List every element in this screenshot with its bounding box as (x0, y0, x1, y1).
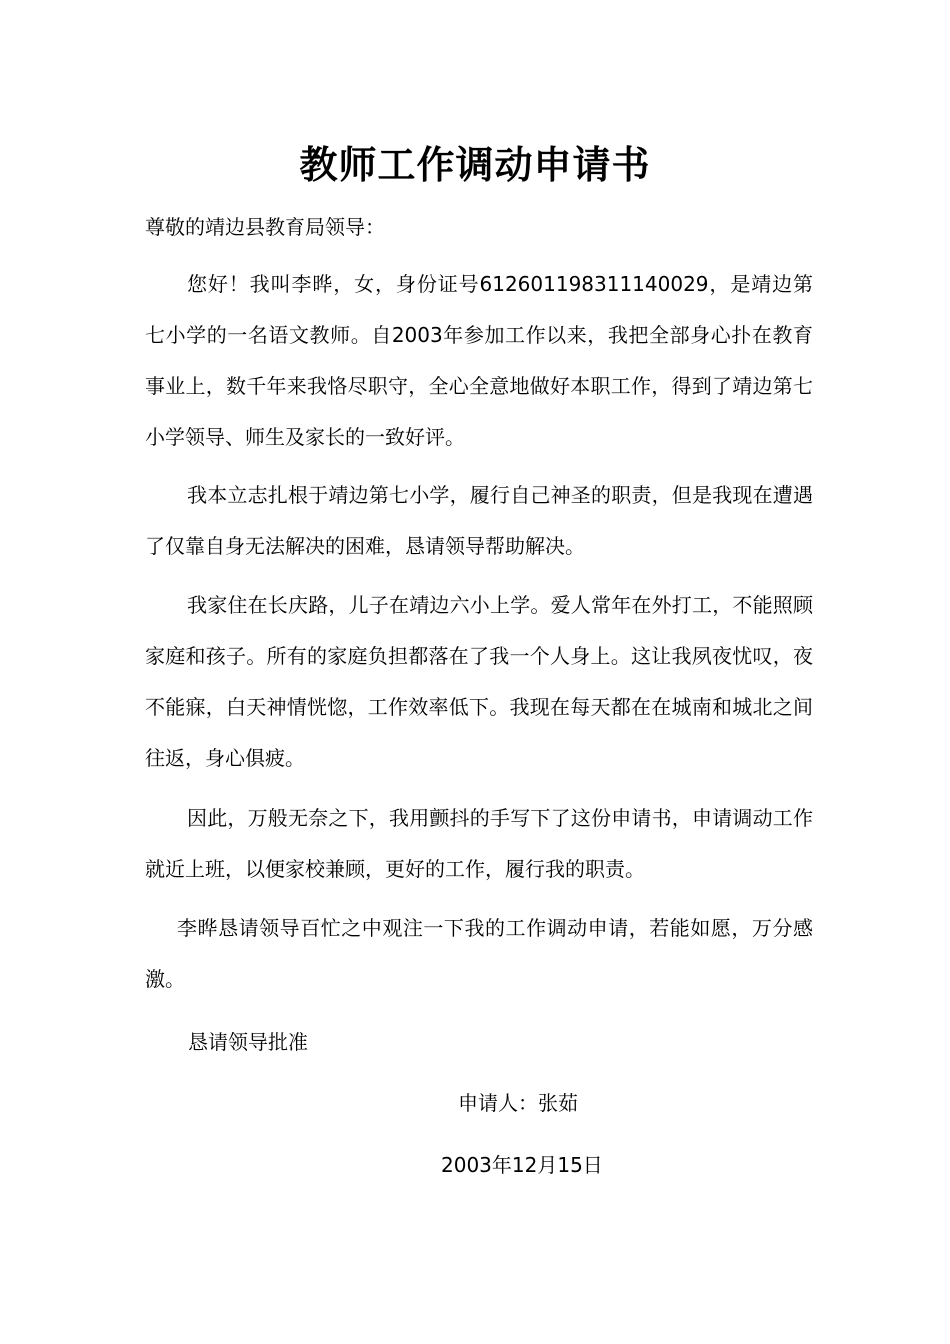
paragraph-difficulty: 我本立志扎根于靖边第七小学，履行自己神圣的职责，但是我现在遭遇了仅靠自身无法解决的困难，恳请领导帮助解决。 (145, 483, 813, 558)
document-date: 2003年12月15日 (441, 1153, 603, 1177)
salutation: 尊敬的靖边县教育局领导： (145, 215, 385, 239)
paragraph-introduction: 您好！我叫李晔，女，身份证号612601198311140029，是靖边第七小学的一名语文教师。自2003年参加工作以来，我把全部身心扑在教育事业上，数千年来我恪尽职守，全心全意地做好本职工作，得到了靖边第七小学领导、师生及家长的一致好评。 (145, 272, 813, 449)
paragraph-family-situation: 我家住在长庆路，儿子在靖边六小上学。爱人常年在外打工，不能照顾家庭和孩子。所有的家庭负担都落在了我一个人身上。这让我夙夜忧叹，夜不能寐，白天神情恍惚，工作效率低下。我现在每天都在在城南和城北之间往返，身心俱疲。 (145, 593, 813, 770)
closing-request: 恳请领导批准 (188, 1030, 308, 1054)
applicant-signature: 申请人：张茹 (458, 1091, 578, 1115)
document-title: 教师工作调动申请书 (299, 143, 651, 187)
paragraph-request: 因此，万般无奈之下，我用颤抖的手写下了这份申请书，申请调动工作就近上班，以便家校兼顾，更好的工作，履行我的职责。 (145, 806, 813, 881)
paragraph-gratitude: 李晔恳请领导百忙之中观注一下我的工作调动申请，若能如愿，万分感激。 (145, 916, 813, 991)
